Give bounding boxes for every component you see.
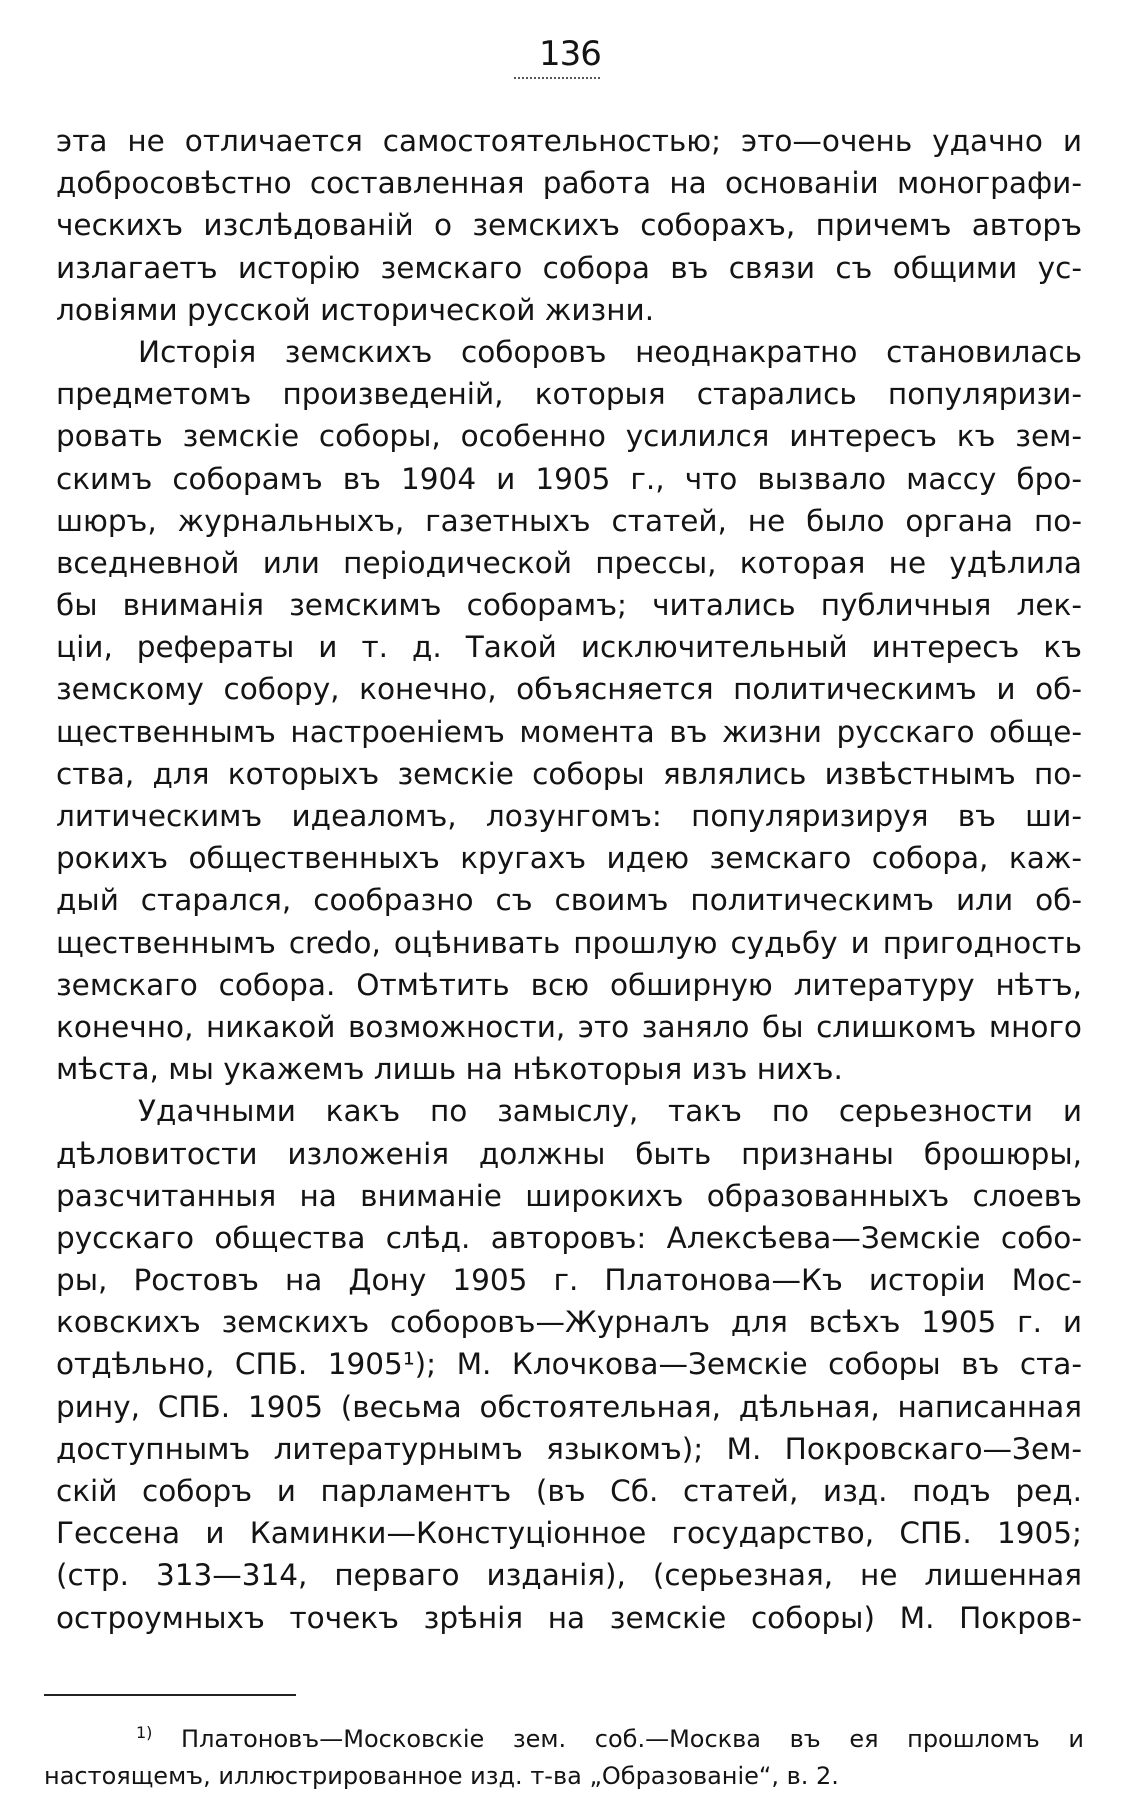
text-line: щественнымъ настроеніемъ момента въ жизни русскаго обще- — [56, 714, 1082, 749]
footnote — [44, 1721, 1084, 1795]
footnote-separator — [44, 1694, 296, 1696]
text-line: (стр. 313—314, перваго изданія), (серьезная, не лишенная — [56, 1558, 1082, 1593]
text-line: добросовѣстно составленная работа на основаніи монографи- — [56, 166, 1082, 201]
text-line: рину, СПБ. 1905 (весьма обстоятельная, дѣльная, написанная — [56, 1389, 1082, 1424]
text-line: скій соборъ и парламентъ (въ Сб. статей, изд. подъ ред. — [56, 1474, 1082, 1508]
text-line: рокихъ общественныхъ кругахъ идею земскаго собора, каж- — [56, 841, 1082, 876]
footnote-line — [44, 1721, 1084, 1758]
text-line: земскому собору, конечно, объясняется политическимъ и об- — [56, 672, 1082, 707]
text-line: щественнымъ credo, оцѣнивать прошлую судьбу и пригодность — [56, 925, 1082, 960]
text-line: конечно, никакой возможности, это заняло бы слишкомъ много — [56, 1009, 1082, 1044]
text-line: ровать земскіе соборы, особенно усилился интересъ къ зем- — [56, 419, 1082, 454]
footnote-text: Платоновъ—Московскіе зем. соб.—Москва въ ея прошломъ и — [181, 1725, 1084, 1753]
text-line: мѣста, мы укажемъ лишь на нѣкоторыя изъ нихъ. — [56, 1052, 843, 1087]
text-line: ціи, рефераты и т. д. Такой исключительный интересъ къ — [56, 630, 1082, 665]
text-line: ловіями русской исторической жизни. — [56, 292, 655, 327]
text-line: отдѣльно, СПБ. 1905¹); М. Клочкова—Земскіе соборы въ ста- — [56, 1347, 1082, 1382]
text-line: бы вниманія земскимъ соборамъ; читались публичныя лек- — [56, 588, 1082, 623]
text-line: скимъ соборамъ въ 1904 и 1905 г., что вызвало массу бро- — [56, 461, 1082, 496]
text-line: Гессена и Каминки—Констуціонное государство, СПБ. 1905; — [56, 1516, 1082, 1551]
text-line: ства, для которыхъ земскіе соборы являлись извѣстнымъ по- — [56, 756, 1082, 791]
paragraph-1 — [56, 120, 1082, 331]
paragraph-3 — [56, 1090, 1082, 1638]
text-line: Удачными какъ по замыслу, такъ по серьезности и — [138, 1094, 1082, 1129]
text-line: литическимъ идеаломъ, лозунгомъ: популяризируя въ ши- — [56, 799, 1082, 833]
text-line: шюръ, журнальныхъ, газетныхъ статей, не было органа по- — [56, 503, 1082, 538]
text-line: эта не отличается самостоятельностью; это—очень удачно и — [56, 124, 1082, 158]
text-line: дый старался, сообразно съ своимъ политическимъ или об- — [56, 883, 1082, 918]
text-line: земскаго собора. Отмѣтить всю обширную литературу нѣтъ, — [56, 967, 1082, 1002]
text-line: русскаго общества слѣд. авторовъ: Алексѣева—Земскіе собо- — [56, 1220, 1082, 1255]
text-line: излагаетъ исторію земскаго собора въ связи съ общими ус- — [56, 250, 1082, 285]
page-number: 136 — [539, 34, 601, 74]
page-number-rule — [514, 77, 600, 79]
body-text — [56, 120, 1082, 1639]
text-line: ческихъ изслѣдованій о земскихъ соборахъ, причемъ авторъ — [56, 208, 1082, 243]
text-line: ковскихъ земскихъ соборовъ—Журналъ для всѣхъ 1905 г. и — [56, 1305, 1082, 1340]
text-line: ры, Ростовъ на Дону 1905 г. Платонова—Къ исторіи Мос- — [56, 1263, 1082, 1298]
footnote-marker: 1) — [136, 1723, 153, 1742]
text-line: предметомъ произведеній, которыя старались популяризи- — [56, 377, 1082, 412]
text-line: остроумныхъ точекъ зрѣнія на земскіе соборы) М. Покров- — [56, 1600, 1082, 1635]
text-line: вседневной или періодической прессы, которая не удѣлила — [56, 545, 1082, 580]
footnote-line: настоящемъ, иллюстрированное изд. т-ва „Образованіе“, в. 2. — [44, 1762, 839, 1790]
text-line: дѣловитости изложенія должны быть признаны брошюры, — [56, 1136, 1082, 1171]
text-line: разсчитанныя на вниманіе широкихъ образованныхъ слоевъ — [56, 1178, 1082, 1213]
text-line: Исторія земскихъ соборовъ неоднакратно становилась — [138, 334, 1082, 369]
text-line: доступнымъ литературнымъ языкомъ); М. Покровскаго—Зем- — [56, 1431, 1082, 1466]
paragraph-2 — [56, 331, 1082, 1090]
